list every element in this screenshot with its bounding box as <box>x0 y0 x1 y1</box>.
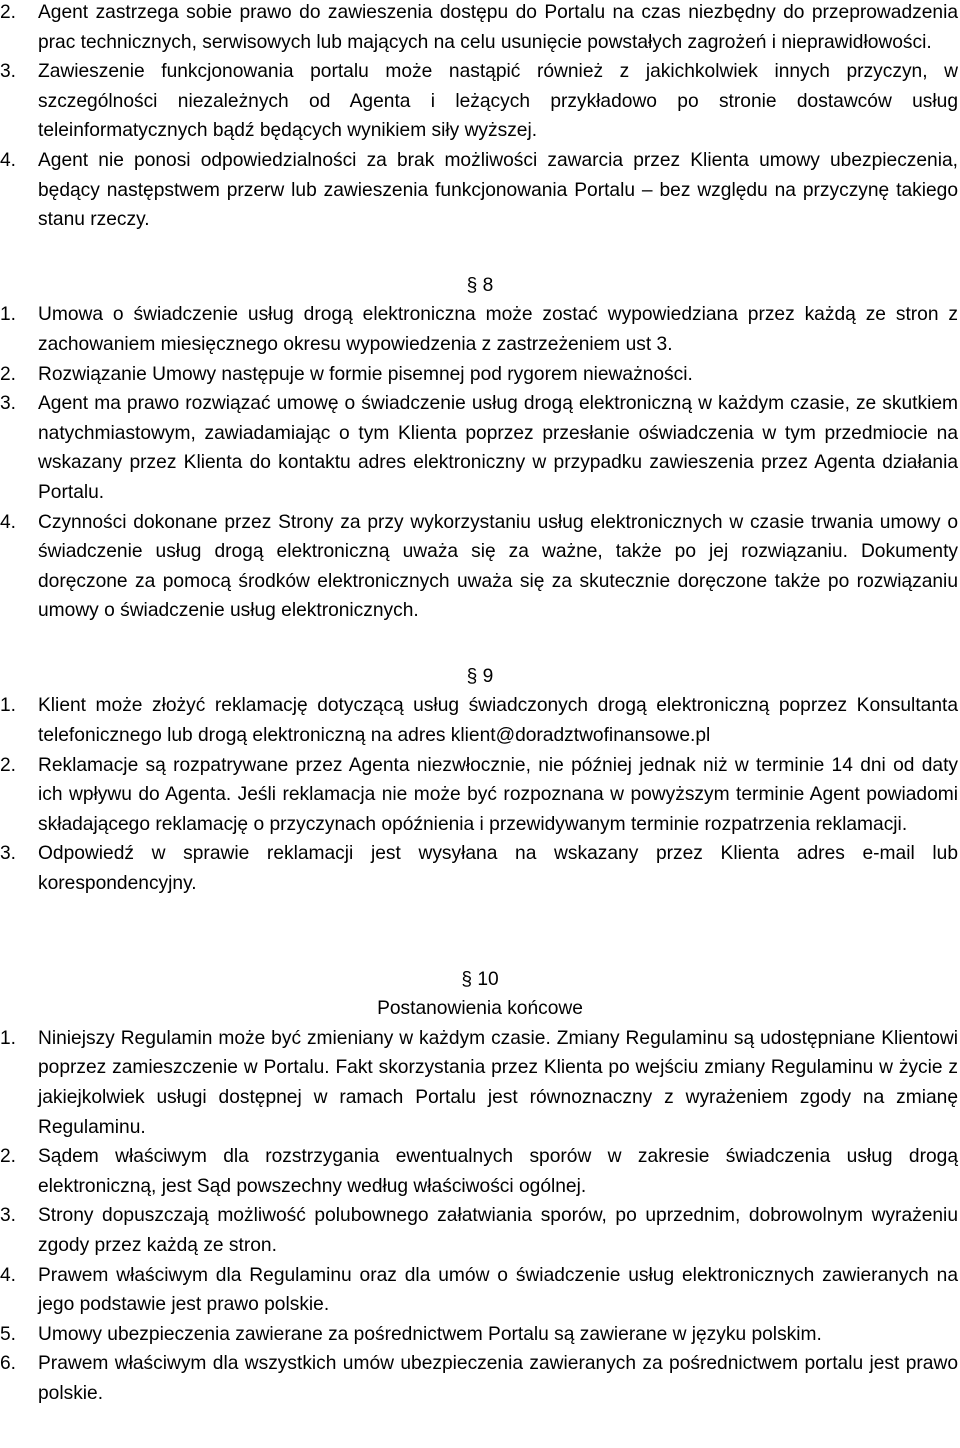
list-item <box>0 1349 960 1408</box>
item-number: 1. <box>0 695 17 717</box>
list-item <box>0 146 960 235</box>
list-item <box>0 57 960 146</box>
item-number: 4. <box>0 1264 17 1286</box>
item-number: 4. <box>0 511 17 533</box>
list-item <box>0 0 960 57</box>
item-number: 2. <box>0 754 17 776</box>
list-item <box>0 691 960 750</box>
item-number: 1. <box>0 1027 17 1049</box>
list-item <box>0 1261 960 1320</box>
item-text: Odpowiedź w sprawie reklamacji jest wysyłana na wskazany przez Klienta adres e-mail lub korespondencyjny. <box>38 843 958 895</box>
item-text: Niniejszy Regulamin może być zmieniany w każdym czasie. Zmiany Regulaminu są udostępniane Klientowi poprzez zamieszczenie w Portalu. Fakt skorzystania przez Klienta po wejściu zmiany Regulaminu w życie z jakiejkolwiek usługi dostępnej w ramach Portalu jest równoznaczny z wyrażeniem zgody na zmianę Regulaminu. <box>38 1027 958 1138</box>
section-8-list <box>0 300 960 626</box>
list-item <box>0 1024 960 1142</box>
item-text: Sądem właściwym dla rozstrzygania ewentualnych sporów w zakresie świadczenia usług drogą elektroniczną, jest Sąd powszechny według właściwości ogólnej. <box>38 1146 958 1197</box>
item-number: 3. <box>0 61 17 83</box>
item-number: 3. <box>0 843 17 865</box>
list-item <box>0 360 960 390</box>
item-number: 4. <box>0 149 17 171</box>
item-number: 6. <box>0 1353 17 1375</box>
item-text: Rozwiązanie Umowy następuje w formie pisemnej pod rygorem nieważności. <box>38 363 693 385</box>
section-9-list <box>0 691 960 898</box>
item-text: Zawieszenie funkcjonowania portalu może nastąpić również z jakichkolwiek innych przyczyn, w szczególności niezależnych od Agenta i leżących przykładowo po stronie dostawców usług teleinformatycznych bądź będących wynikiem siły wyższej. <box>38 61 958 142</box>
item-number: 2. <box>0 2 17 23</box>
item-number: 1. <box>0 304 17 326</box>
list-item <box>0 751 960 840</box>
item-text: Agent zastrzega sobie prawo do zawieszenia dostępu do Portalu na czas niezbędny do przeprowadzenia prac technicznych, serwisowych lub mających na celu usunięcie powstałych zagrożeń i nieprawidłowości. <box>38 2 958 53</box>
list-item <box>0 1142 960 1201</box>
item-text: Prawem właściwym dla Regulaminu oraz dla umów o świadczenie usług elektronicznych zawieranych na jego podstawie jest prawo polskie. <box>38 1264 958 1316</box>
item-number: 2. <box>0 1146 17 1168</box>
list-item <box>0 508 960 626</box>
item-text: Umowy ubezpieczenia zawierane za pośrednictwem Portalu są zawierane w języku polskim. <box>38 1323 822 1345</box>
item-text: Agent nie ponosi odpowiedzialności za brak możliwości zawarcia przez Klienta umowy ubezpieczenia, będący następstwem przerw lub zawieszenia funkcjonowania Portalu – bez względu na przyczynę takiego stanu rzeczy. <box>38 149 958 231</box>
section-10-heading: § 10 <box>461 968 499 990</box>
item-number: 5. <box>0 1323 17 1345</box>
section-9-heading: § 9 <box>466 665 494 687</box>
item-text: Prawem właściwym dla wszystkich umów ubezpieczenia zawieranych za pośrednictwem portalu jest prawo polskie. <box>38 1353 958 1404</box>
list-item <box>0 839 960 898</box>
item-text: Umowa o świadczenie usług drogą elektroniczna może zostać wypowiedziana przez każdą ze stron z zachowaniem miesięcznego okresu wypowiedzenia z zastrzeżeniem ust 3. <box>38 304 958 355</box>
item-number: 2. <box>0 363 17 385</box>
top-list <box>0 0 960 235</box>
item-number: 3. <box>0 393 17 415</box>
section-8-heading: § 8 <box>466 274 494 296</box>
section-10-title: Postanowienia końcowe <box>377 998 583 1020</box>
list-item <box>0 300 960 359</box>
item-number: 3. <box>0 1205 17 1227</box>
list-item <box>0 1320 960 1350</box>
list-item <box>0 1201 960 1260</box>
item-text: Czynności dokonane przez Strony za przy wykorzystaniu usług elektronicznych w czasie trwania umowy o świadczenie usług drogą elektroniczną uważa się za ważne, także po jej rozwiązaniu. Dokumenty doręczone za pomocą środków elektronicznych uważa się za skutecznie doręczone także po rozwiązaniu umowy o świadczenie usług elektronicznych. <box>38 511 958 622</box>
item-text: Klient może złożyć reklamację dotyczącą usług świadczonych drogą elektroniczną poprzez Konsultanta telefonicznego lub drogą elektroniczną na adres klient@doradztwofinansowe.pl <box>38 695 958 747</box>
section-10-list <box>0 1024 960 1409</box>
item-text: Strony dopuszczają możliwość polubownego załatwiania sporów, po uprzednim, dobrowolnym wyrażeniu zgody przez każdą ze stron. <box>38 1205 958 1256</box>
item-text: Agent ma prawo rozwiązać umowę o świadczenie usług drogą elektroniczną w każdym czasie, ze skutkiem natychmiastowym, zawiadamiając o tym Klienta poprzez przesłanie oświadczenia w tym przedmiocie na wskazany przez Klienta do kontaktu adres elektroniczny w przypadku zawieszenia przez Agenta działania Portalu. <box>38 393 958 503</box>
list-item <box>0 389 960 507</box>
item-text: Reklamacje są rozpatrywane przez Agenta niezwłocznie, nie później jednak niż w terminie 14 dni od daty ich wpływu do Agenta. Jeśli reklamacja nie może być rozpoznana w powyższym terminie Agent powiadomi składającego reklamację o przyczynach opóźnienia i przewidywanym terminie rozpatrzenia reklamacji. <box>38 754 958 835</box>
